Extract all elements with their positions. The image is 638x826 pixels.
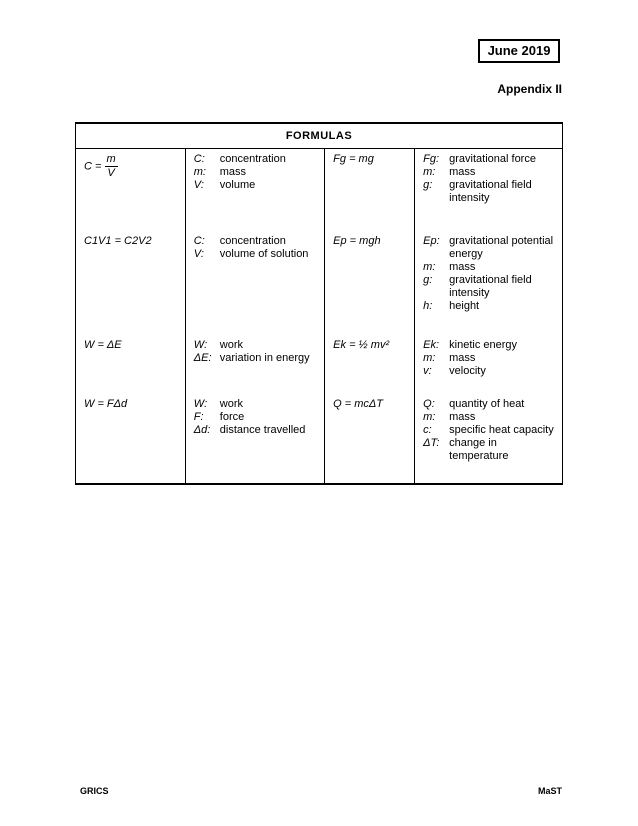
definition-symbol: C: [193,153,205,165]
fraction-numerator: m [106,153,116,165]
footer-right: MaST [537,786,562,796]
fraction [105,153,118,180]
definition [423,339,558,352]
definition-symbol: ΔE: [193,352,212,364]
definition-symbol: v: [423,365,432,377]
definitions-cell [415,335,563,394]
definition-symbol: m: [423,261,436,273]
definition [194,248,320,261]
definition-symbol: Ep: [423,235,440,247]
definition [423,166,558,179]
definition-symbol: C: [193,235,205,247]
definitions-cell [185,149,324,232]
definition-text: mass [449,261,476,273]
definition-symbol: c: [423,424,432,436]
footer-left: GRICS [80,786,109,796]
formula-cell: Ek = ½ mv² [325,335,415,394]
definition-text: change in temperature [449,437,509,462]
definitions-cell [415,394,563,484]
definition-symbol: m: [193,166,206,178]
definition-text: work [219,398,243,410]
definition-text: gravitational field intensity [449,274,532,299]
definition-symbol: V: [193,248,204,260]
definitions-cell [415,231,563,335]
definition-text: concentration [219,235,286,247]
table-title: FORMULAS [76,123,563,149]
definition [194,153,320,166]
definitions-cell [185,394,324,484]
definition-symbol: ΔT: [423,437,440,449]
definition [194,411,320,424]
definition [194,424,320,437]
formula-cell: Ep = mgh [325,231,415,335]
definitions-cell [185,231,324,335]
definition-text: volume of solution [219,248,309,260]
definition-text: gravitational field intensity [449,179,532,204]
definition [194,179,320,192]
definition-text: variation in energy [219,352,310,364]
date-box: June 2019 [478,39,560,63]
table-row [76,149,563,232]
definition-symbol: F: [193,411,204,423]
definition [423,424,558,437]
formula-cell: W = ΔE [76,335,186,394]
formula-cell [76,149,186,232]
definition-text: kinetic energy [449,339,518,351]
appendix-label: Appendix II [497,82,562,96]
definition-symbol: m: [423,166,436,178]
definition-text: force [219,411,245,423]
definition-text: volume [219,179,256,191]
definition [423,365,558,378]
definition-text: mass [449,352,476,364]
formula-cell: W = FΔd [76,394,186,484]
definition [423,300,558,313]
definition [194,398,320,411]
definition [423,179,558,205]
formula-cell: Fg = mg [325,149,415,232]
definition-text: specific heat capacity [449,424,554,436]
definition [194,166,320,179]
definition-text: mass [449,411,476,423]
definition-text: distance travelled [219,424,306,436]
definition-text: gravitational potential energy [449,235,554,260]
definition-text: velocity [449,365,486,377]
definition-symbol: Ek: [423,339,440,351]
definitions-cell [415,149,563,232]
definition [423,153,558,166]
formula-lhs: C = [84,160,102,173]
table-row [76,231,563,335]
formula-cell: C1V1 = C2V2 [76,231,186,335]
definition-symbol: m: [423,352,436,364]
definition-symbol: g: [423,274,433,286]
definition [194,235,320,248]
definition-symbol: W: [193,339,208,351]
definition [423,261,558,274]
definition-symbol: W: [193,398,208,410]
definition-symbol: h: [423,300,433,312]
definition-symbol: m: [423,411,436,423]
definition [423,235,558,261]
definition-text: mass [219,166,247,178]
definition-text: quantity of heat [449,398,525,410]
definitions-cell [185,335,324,394]
definition-text: mass [449,166,476,178]
definition [194,352,320,365]
definition [423,274,558,300]
definition [423,411,558,424]
table-row [76,335,563,394]
definition [194,339,320,352]
definition-symbol: Q: [423,398,435,410]
definition-text: work [219,339,243,351]
definition-symbol: g: [423,179,433,191]
definition [423,398,558,411]
definition-text: height [449,300,480,312]
definition-symbol: Fg: [423,153,440,165]
definition-text: gravitational force [449,153,536,165]
definition-symbol: Δd: [193,424,211,436]
definition-symbol: V: [193,179,204,191]
definition [423,352,558,365]
formula-cell: Q = mcΔT [325,394,415,484]
definition [423,437,558,463]
table-row [76,394,563,484]
fraction-denominator: V [107,167,115,179]
definition-text: concentration [219,153,286,165]
formulas-table [75,122,563,485]
